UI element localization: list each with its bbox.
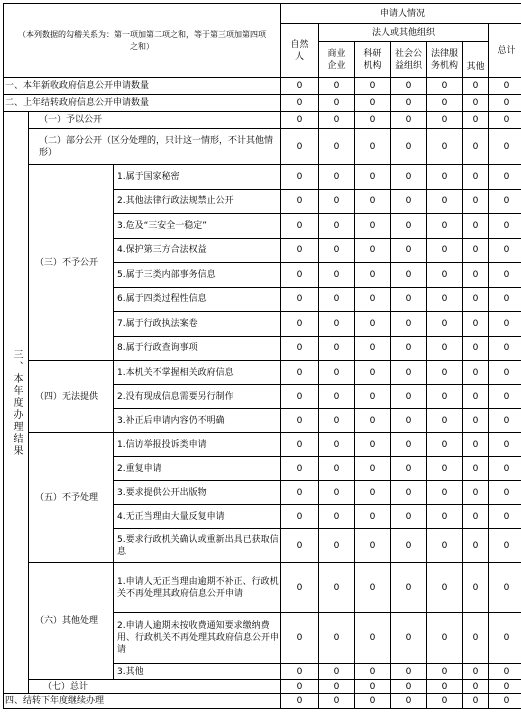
value-cell: 0 [463,189,489,214]
value-cell: 0 [427,457,463,481]
value-cell: 0 [489,312,521,337]
value-cell: 0 [463,613,489,664]
value-cell: 0 [391,238,427,263]
value-cell: 0 [489,529,521,563]
value-cell: 0 [463,505,489,529]
value-cell: 0 [355,189,391,214]
value-cell: 0 [463,336,489,361]
value-cell: 0 [463,385,489,409]
header-note: （本列数据的勾稽关系为：第一项加第二项之和，等于第三项加第四项之和） [4,4,281,78]
value-cell: 0 [391,385,427,409]
value-cell: 0 [355,481,391,505]
table-row [4,112,521,129]
value-cell: 0 [355,361,391,385]
value-cell: 0 [355,238,391,263]
table-row [4,680,521,694]
value-cell: 0 [391,505,427,529]
item-label: 3.危及“三安全一稳定” [114,214,281,239]
value-cell: 0 [281,287,319,312]
value-cell: 0 [281,361,319,385]
header-other: 其他 [463,42,489,78]
item-label: 7.属于行政执法案卷 [114,312,281,337]
value-cell: 0 [319,312,355,337]
value-cell: 0 [427,409,463,433]
item-label: 4.保护第三方合法权益 [114,238,281,263]
value-cell: 0 [319,613,355,664]
value-cell: 0 [355,78,391,95]
row-label: 一、本年新收政府信息公开申请数量 [4,78,281,95]
value-cell: 0 [391,165,427,190]
value-cell: 0 [281,481,319,505]
item-label: 5.要求行政机关确认或重新出具已获取信息 [114,529,281,563]
value-cell: 0 [355,385,391,409]
value-cell: 0 [489,214,521,239]
value-cell: 0 [281,680,319,694]
value-cell: 0 [391,189,427,214]
value-cell: 0 [427,238,463,263]
value-cell: 0 [281,238,319,263]
value-cell: 0 [427,563,463,613]
value-cell: 0 [489,263,521,288]
value-cell: 0 [319,95,355,112]
value-cell: 0 [319,165,355,190]
value-cell: 0 [427,481,463,505]
value-cell: 0 [489,189,521,214]
value-cell: 0 [391,409,427,433]
section-3-label: 三、本年度办理结果 [4,112,29,694]
value-cell: 0 [427,287,463,312]
table-row [4,433,521,457]
value-cell: 0 [489,165,521,190]
value-cell: 0 [427,189,463,214]
header-social: 社会公益组织 [391,42,427,78]
value-cell: 0 [489,238,521,263]
value-cell: 0 [463,129,489,165]
value-cell: 0 [427,112,463,129]
group-label: （五）不予处理 [29,433,114,563]
value-cell: 0 [281,529,319,563]
item-label: 1.属于国家秘密 [114,165,281,190]
value-cell: 0 [391,214,427,239]
item-label: 3.补正后申请内容仍不明确 [114,409,281,433]
table-row [4,563,521,613]
value-cell: 0 [427,433,463,457]
value-cell: 0 [391,529,427,563]
item-label: 2.重复申请 [114,457,281,481]
value-cell: 0 [319,263,355,288]
value-cell: 0 [427,361,463,385]
header-total: 总计 [489,24,521,78]
item-label: 2.没有现成信息需要另行制作 [114,385,281,409]
value-cell: 0 [355,529,391,563]
value-cell: 0 [427,694,463,709]
value-cell: 0 [319,481,355,505]
header-research: 科研机构 [355,42,391,78]
group-label: （三）不予公开 [29,165,114,361]
value-cell: 0 [281,165,319,190]
value-cell: 0 [319,78,355,95]
item-label: 2.其他法律行政法规禁止公开 [114,189,281,214]
value-cell: 0 [427,680,463,694]
group-label: （四）无法提供 [29,361,114,433]
value-cell: 0 [463,680,489,694]
value-cell: 0 [281,336,319,361]
value-cell: 0 [489,457,521,481]
value-cell: 0 [355,505,391,529]
value-cell: 0 [281,664,319,680]
value-cell: 0 [489,361,521,385]
value-cell: 0 [427,214,463,239]
value-cell: 0 [355,613,391,664]
value-cell: 0 [427,385,463,409]
item-label: 2.申请人逾期未按收费通知要求缴纳费用、行政机关不再处理其政府信息公开申请 [114,613,281,664]
item-label: 4.无正当理由大量反复申请 [114,505,281,529]
table-row [4,361,521,385]
value-cell: 0 [355,95,391,112]
value-cell: 0 [319,563,355,613]
value-cell: 0 [355,664,391,680]
value-cell: 0 [281,385,319,409]
value-cell: 0 [391,664,427,680]
item-label: 3.要求提供公开出版物 [114,481,281,505]
table-row [4,78,521,95]
value-cell: 0 [281,613,319,664]
value-cell: 0 [391,336,427,361]
value-cell: 0 [463,287,489,312]
value-cell: 0 [427,312,463,337]
value-cell: 0 [463,694,489,709]
header-applicant: 申请人情况 [281,4,521,24]
value-cell: 0 [355,336,391,361]
value-cell: 0 [281,78,319,95]
value-cell: 0 [489,287,521,312]
value-cell: 0 [355,312,391,337]
value-cell: 0 [463,433,489,457]
value-cell: 0 [319,505,355,529]
value-cell: 0 [463,238,489,263]
value-cell: 0 [319,214,355,239]
value-cell: 0 [319,664,355,680]
value-cell: 0 [489,505,521,529]
row-label: （二）部分公开（区分处理的，只计这一情形，不计其他情形） [29,129,281,165]
value-cell: 0 [355,214,391,239]
header-business: 商业企业 [319,42,355,78]
value-cell: 0 [281,312,319,337]
value-cell: 0 [391,563,427,613]
value-cell: 0 [463,214,489,239]
item-label: 1.信访举报投诉类申请 [114,433,281,457]
application-stats-table [3,3,521,709]
row-label: 二、上年结转政府信息公开申请数量 [4,95,281,112]
value-cell: 0 [319,112,355,129]
value-cell: 0 [355,129,391,165]
row-label: （七）总计 [29,680,281,694]
value-cell: 0 [489,433,521,457]
value-cell: 0 [355,563,391,613]
value-cell: 0 [391,112,427,129]
value-cell: 0 [281,505,319,529]
value-cell: 0 [489,95,521,112]
value-cell: 0 [391,680,427,694]
value-cell: 0 [319,129,355,165]
value-cell: 0 [427,336,463,361]
value-cell: 0 [463,112,489,129]
value-cell: 0 [319,409,355,433]
value-cell: 0 [281,189,319,214]
value-cell: 0 [355,680,391,694]
value-cell: 0 [463,481,489,505]
value-cell: 0 [489,385,521,409]
value-cell: 0 [489,112,521,129]
value-cell: 0 [489,336,521,361]
item-label: 3.其他 [114,664,281,680]
value-cell: 0 [281,409,319,433]
value-cell: 0 [427,664,463,680]
table-row [4,165,521,190]
value-cell: 0 [319,680,355,694]
value-cell: 0 [281,263,319,288]
value-cell: 0 [489,129,521,165]
value-cell: 0 [391,263,427,288]
table-row [4,129,521,165]
value-cell: 0 [391,129,427,165]
value-cell: 0 [319,336,355,361]
value-cell: 0 [463,312,489,337]
value-cell: 0 [427,95,463,112]
value-cell: 0 [427,263,463,288]
value-cell: 0 [281,214,319,239]
item-label: 5.属于三类内部事务信息 [114,263,281,288]
value-cell: 0 [463,409,489,433]
value-cell: 0 [427,165,463,190]
value-cell: 0 [319,189,355,214]
value-cell: 0 [391,361,427,385]
value-cell: 0 [281,112,319,129]
value-cell: 0 [463,165,489,190]
value-cell: 0 [391,481,427,505]
value-cell: 0 [319,385,355,409]
value-cell: 0 [391,457,427,481]
item-label: 1.申请人无正当理由逾期不补正、行政机关不再处理其政府信息公开申请 [114,563,281,613]
value-cell: 0 [489,409,521,433]
value-cell: 0 [391,287,427,312]
value-cell: 0 [489,694,521,709]
value-cell: 0 [319,287,355,312]
value-cell: 0 [319,361,355,385]
value-cell: 0 [355,287,391,312]
value-cell: 0 [355,457,391,481]
value-cell: 0 [319,694,355,709]
value-cell: 0 [355,433,391,457]
value-cell: 0 [489,481,521,505]
row-label: 四、结转下年度继续办理 [4,694,281,709]
value-cell: 0 [281,563,319,613]
item-label: 8.属于行政查询事项 [114,336,281,361]
value-cell: 0 [281,457,319,481]
value-cell: 0 [319,433,355,457]
group-label: （六）其他处理 [29,563,114,680]
value-cell: 0 [427,129,463,165]
table-row [4,95,521,112]
value-cell: 0 [489,613,521,664]
value-cell: 0 [281,694,319,709]
value-cell: 0 [463,361,489,385]
value-cell: 0 [281,433,319,457]
value-cell: 0 [355,112,391,129]
value-cell: 0 [281,95,319,112]
value-cell: 0 [355,409,391,433]
value-cell: 0 [391,78,427,95]
value-cell: 0 [355,165,391,190]
value-cell: 0 [281,129,319,165]
row-label: （一）予以公开 [29,112,281,129]
value-cell: 0 [489,78,521,95]
value-cell: 0 [427,505,463,529]
value-cell: 0 [463,95,489,112]
value-cell: 0 [391,694,427,709]
value-cell: 0 [463,457,489,481]
header-legal-group: 法人或其他组织 [319,24,489,42]
value-cell: 0 [355,263,391,288]
value-cell: 0 [391,312,427,337]
value-cell: 0 [489,664,521,680]
value-cell: 0 [463,529,489,563]
value-cell: 0 [319,529,355,563]
value-cell: 0 [319,457,355,481]
value-cell: 0 [391,613,427,664]
value-cell: 0 [489,680,521,694]
value-cell: 0 [463,563,489,613]
item-label: 1.本机关不掌握相关政府信息 [114,361,281,385]
value-cell: 0 [319,238,355,263]
header-legal-service: 法律服务机构 [427,42,463,78]
value-cell: 0 [391,95,427,112]
value-cell: 0 [427,78,463,95]
item-label: 6.属于四类过程性信息 [114,287,281,312]
header-natural-person: 自然人 [281,24,319,78]
value-cell: 0 [427,529,463,563]
table-row [4,694,521,709]
value-cell: 0 [463,78,489,95]
value-cell: 0 [489,563,521,613]
value-cell: 0 [463,664,489,680]
value-cell: 0 [463,263,489,288]
value-cell: 0 [391,433,427,457]
value-cell: 0 [355,694,391,709]
value-cell: 0 [427,613,463,664]
